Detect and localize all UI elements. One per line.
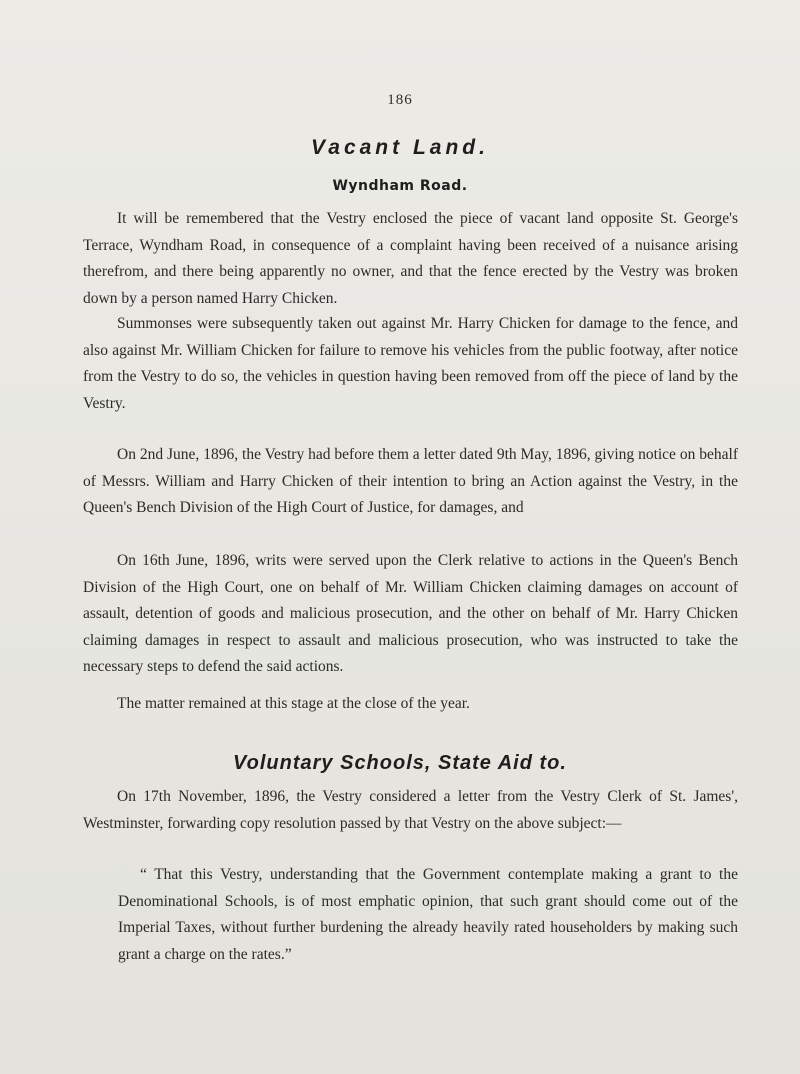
quoted-resolution: “ That this Vestry, understanding that the Government contemplate making a grant to the Denominational Schools, is of most emphatic opinion, that such grant should come out of the Imperial Taxes, without further burdening the already heavily rated householders by making such grant a charge on the rates.”: [118, 866, 738, 963]
paragraph: On 17th November, 1896, the Vestry considered a letter from the Vestry Clerk of St. James', Westminster, forwarding copy resolution passed by that Vestry on the above subject:—: [83, 788, 738, 832]
paragraph: Summonses were subsequently taken out against Mr. Harry Chicken for damage to the fence, and also against Mr. William Chicken for failure to remove his vehicles from the public footway, after notice from the Vestry to do so, the vehicles in question having been removed from off the piece of land by the Vestry.: [83, 315, 738, 412]
paragraph: On 2nd June, 1896, the Vestry had before them a letter dated 9th May, 1896, giving notice on behalf of Messrs. William and Harry Chicken of their intention to bring an Action against the Vestry, in the Queen's Bench Division of the High Court of Justice, for damages, and: [83, 446, 738, 516]
section-title-vacant-land: Vacant Land.: [311, 136, 489, 159]
section-title-voluntary-schools: Voluntary Schools, State Aid to.: [233, 752, 567, 774]
page-number: 186: [387, 92, 413, 108]
paragraph: It will be remembered that the Vestry enclosed the piece of vacant land opposite St. George's Terrace, Wyndham Road, in consequence of a complaint having been received of a nuisance arising therefrom, and there being apparently no owner, and that the fence erected by the Vestry was broken down by a person named Harry Chicken.: [83, 210, 738, 307]
paragraph: The matter remained at this stage at the close of the year.: [117, 695, 470, 712]
paragraph: On 16th June, 1896, writs were served upon the Clerk relative to actions in the Queen's Bench Division of the High Court, one on behalf of Mr. William Chicken claiming damages on account of assault, detention of goods and malicious prosecution, and the other on behalf of Mr. Harry Chicken claiming damages in respect to assault and malicious prosecution, who was instructed to take the necessary steps to defend the said actions.: [83, 552, 738, 675]
section-subtitle-wyndham-road: Wyndham Road.: [332, 178, 468, 194]
